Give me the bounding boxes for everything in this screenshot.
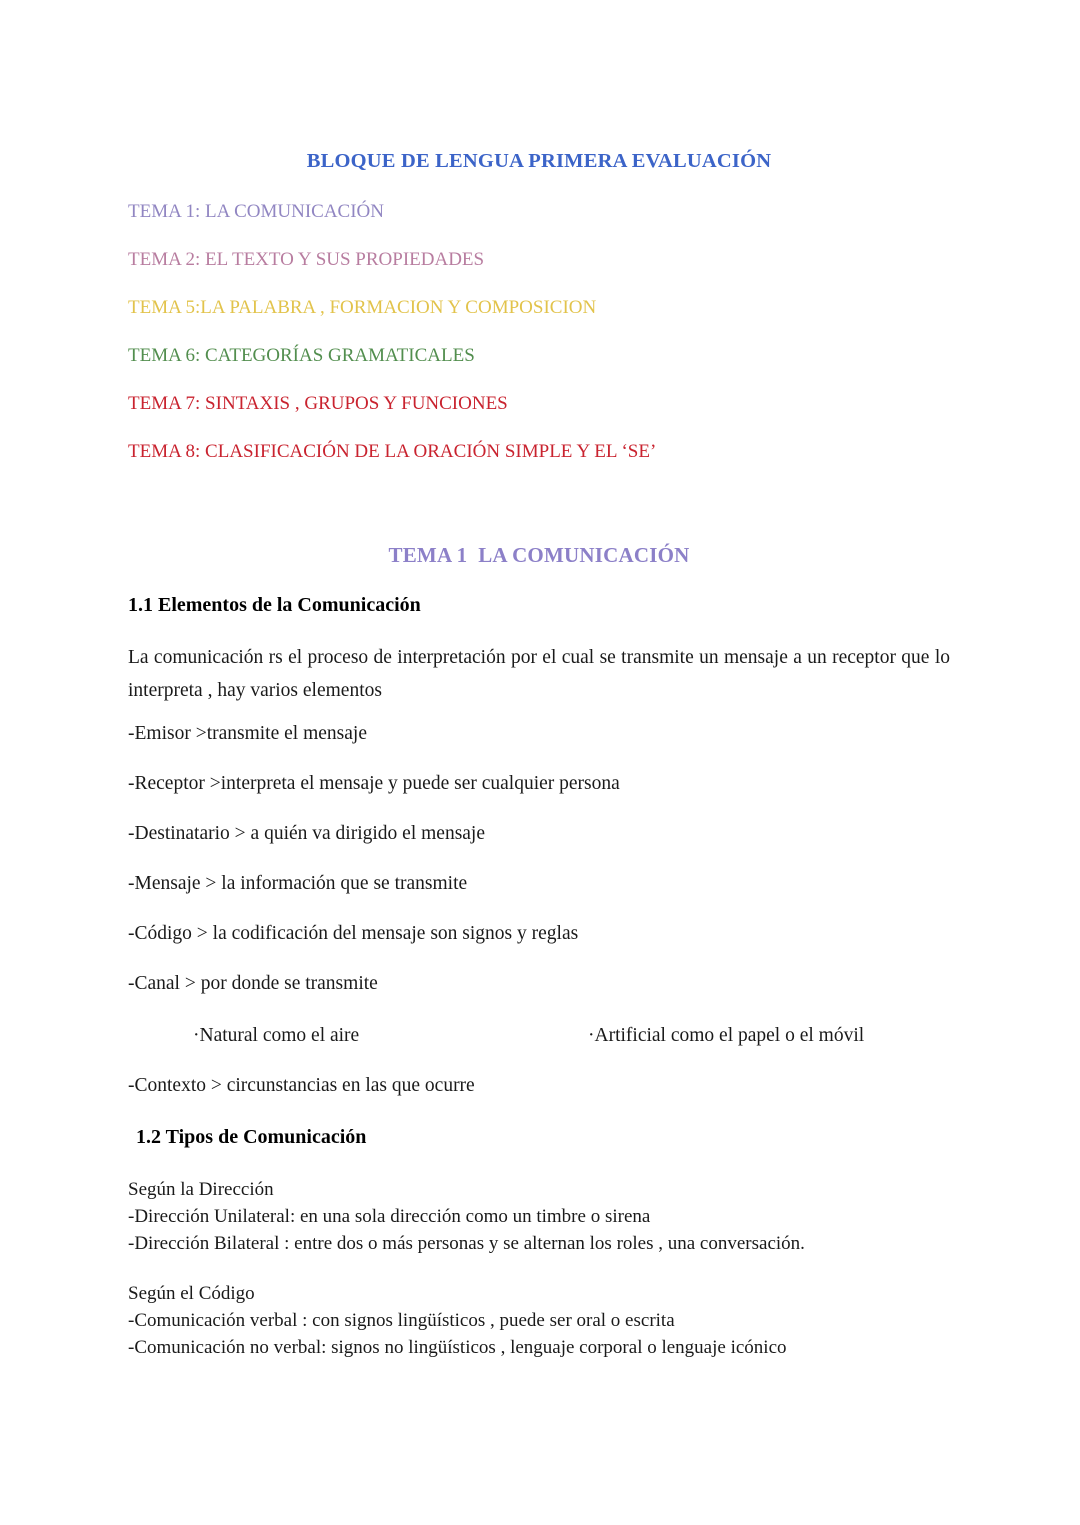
group-segun-codigo bbox=[128, 1280, 950, 1361]
group-segun-direccion bbox=[128, 1176, 950, 1257]
list-item-contexto: -Contexto > circunstancias en las que ocurre bbox=[128, 1075, 475, 1096]
canal-artificial-label: ·Artificial como el papel o el móvil bbox=[588, 1025, 865, 1046]
toc-item-tema-7: TEMA 7: SINTAXIS , GRUPOS Y FUNCIONES bbox=[128, 393, 508, 414]
subsection-heading-1-1: 1.1 Elementos de la Comunicación bbox=[128, 594, 421, 616]
toc-item-tema-6: TEMA 6: CATEGORÍAS GRAMATICALES bbox=[128, 345, 475, 366]
group-title-codigo: Según el Código bbox=[128, 1283, 255, 1304]
list-item-destinatario: -Destinatario > a quién va dirigido el mensaje bbox=[128, 823, 486, 844]
group-line-unilateral: -Dirección Unilateral: en una sola dirección como un timbre o sirena bbox=[128, 1206, 651, 1227]
group-line-no-verbal: -Comunicación no verbal: signos no lingüísticos , lenguaje corporal o lenguaje icónico bbox=[128, 1337, 787, 1358]
group-title-direccion: Según la Dirección bbox=[128, 1179, 274, 1200]
list-item-emisor: -Emisor >transmite el mensaje bbox=[128, 723, 367, 744]
intro-paragraph: La comunicación rs el proceso de interpretación por el cual se transmite un mensaje a un receptor que lo interpreta , hay varios elementos bbox=[128, 647, 950, 701]
group-line-bilateral: -Dirección Bilateral : entre dos o más personas y se alternan los roles , una conversación. bbox=[128, 1233, 805, 1254]
toc-item-tema-1: TEMA 1: LA COMUNICACIÓN bbox=[128, 201, 384, 222]
document-title: BLOQUE DE LENGUA PRIMERA EVALUACIÓN bbox=[306, 150, 772, 172]
canal-natural-label: ·Natural como el aire bbox=[193, 1025, 360, 1046]
toc-item-tema-5: TEMA 5:LA PALABRA , FORMACION Y COMPOSICION bbox=[128, 297, 597, 318]
list-item-canal: -Canal > por donde se transmite bbox=[128, 973, 378, 994]
list-item-receptor: -Receptor >interpreta el mensaje y puede ser cualquier persona bbox=[128, 773, 620, 794]
group-line-verbal: -Comunicación verbal : con signos lingüísticos , puede ser oral o escrita bbox=[128, 1310, 675, 1331]
list-item-codigo: -Código > la codificación del mensaje son signos y reglas bbox=[128, 923, 579, 944]
elements-list bbox=[128, 723, 950, 995]
table-of-contents bbox=[128, 201, 950, 463]
subsection-heading-1-2: 1.2 Tipos de Comunicación bbox=[136, 1126, 367, 1148]
section-heading-tema-1: TEMA 1 LA COMUNICACIÓN bbox=[388, 543, 690, 567]
toc-item-tema-2: TEMA 2: EL TEXTO Y SUS PROPIEDADES bbox=[128, 249, 485, 270]
canal-types-row bbox=[128, 1025, 950, 1047]
list-item-mensaje: -Mensaje > la información que se transmite bbox=[128, 873, 468, 894]
toc-item-tema-8: TEMA 8: CLASIFICACIÓN DE LA ORACIÓN SIMPLE Y EL ‘SE’ bbox=[128, 441, 657, 462]
